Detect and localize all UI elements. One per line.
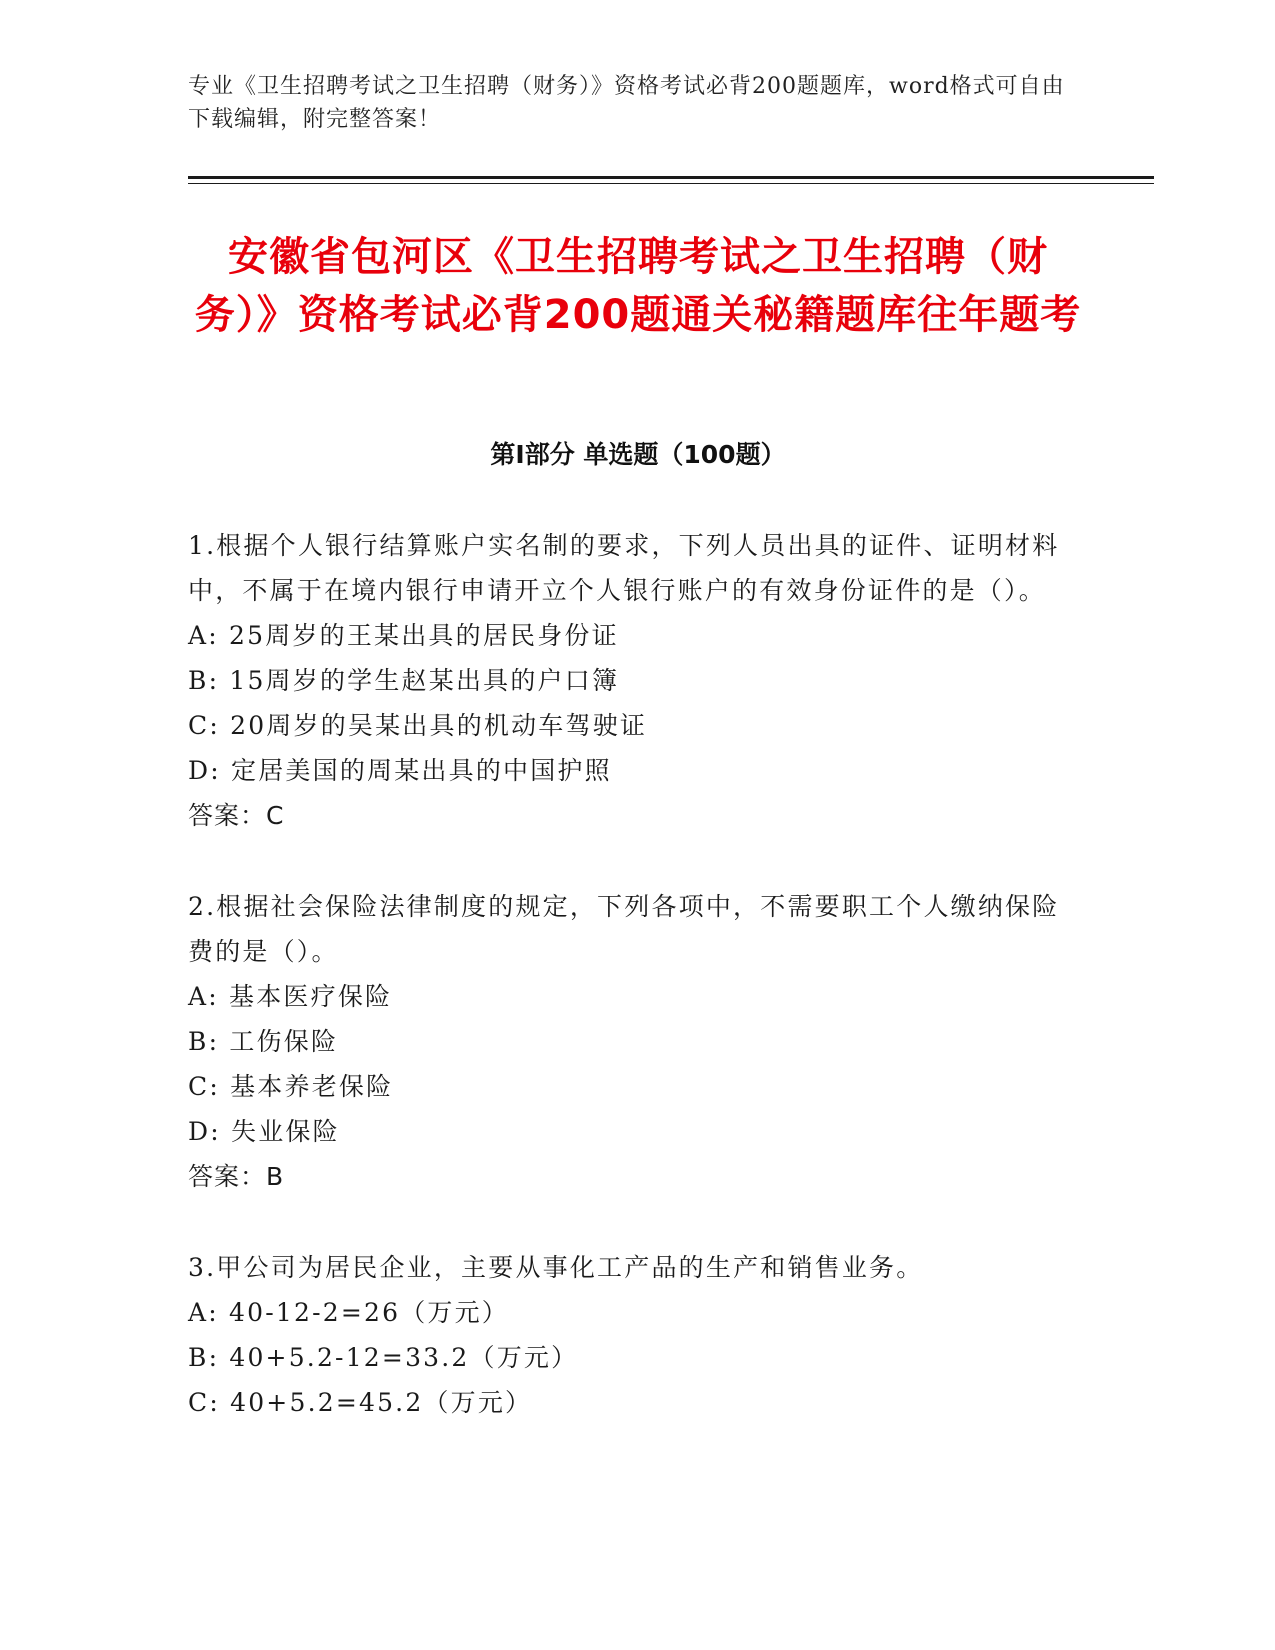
section-title: 第Ⅰ部分 单选题（100题）	[490, 440, 786, 469]
header-rule-thin	[188, 183, 1154, 184]
option-b: B: 工伤保险	[188, 1027, 339, 1056]
option-c: C: 40+5.2=45.2（万元）	[188, 1388, 533, 1417]
answer: 答案：B	[188, 1162, 285, 1191]
option-c: C: 20周岁的吴某出具的机动车驾驶证	[188, 711, 648, 740]
question-text: 1.根据个人银行结算账户实名制的要求，下列人员出具的证件、证明材料中，不属于在境内银行申请开立个人银行账户的有效身份证件的是（）。	[188, 531, 1060, 605]
question-3	[188, 1245, 1068, 1425]
question-2	[188, 884, 1068, 1199]
question-list	[188, 523, 1068, 1471]
option-b: B: 15周岁的学生赵某出具的户口簿	[188, 666, 620, 695]
answer: 答案：C	[188, 801, 285, 830]
question-1	[188, 523, 1068, 838]
option-a: A: 基本医疗保险	[188, 982, 393, 1011]
question-text: 2.根据社会保险法律制度的规定，下列各项中，不需要职工个人缴纳保险费的是（）。	[188, 892, 1060, 966]
option-c: C: 基本养老保险	[188, 1072, 394, 1101]
option-a: A: 25周岁的王某出具的居民身份证	[188, 621, 619, 650]
option-d: D: 失业保险	[188, 1117, 340, 1146]
document-title: 安徽省包河区《卫生招聘考试之卫生招聘（财务）》资格考试必背200题通关秘籍题库往年题考	[194, 234, 1082, 338]
option-a: A: 40-12-2=26（万元）	[188, 1298, 510, 1327]
option-b: B: 40+5.2-12=33.2（万元）	[188, 1343, 579, 1372]
header-note: 专业《卫生招聘考试之卫生招聘（财务）》资格考试必背200题题库，word格式可自由下载编辑，附完整答案！	[188, 74, 1065, 132]
option-d: D: 定居美国的周某出具的中国护照	[188, 756, 612, 785]
header-rule-thick	[188, 176, 1154, 179]
question-text: 3.甲公司为居民企业，主要从事化工产品的生产和销售业务。	[188, 1253, 924, 1282]
